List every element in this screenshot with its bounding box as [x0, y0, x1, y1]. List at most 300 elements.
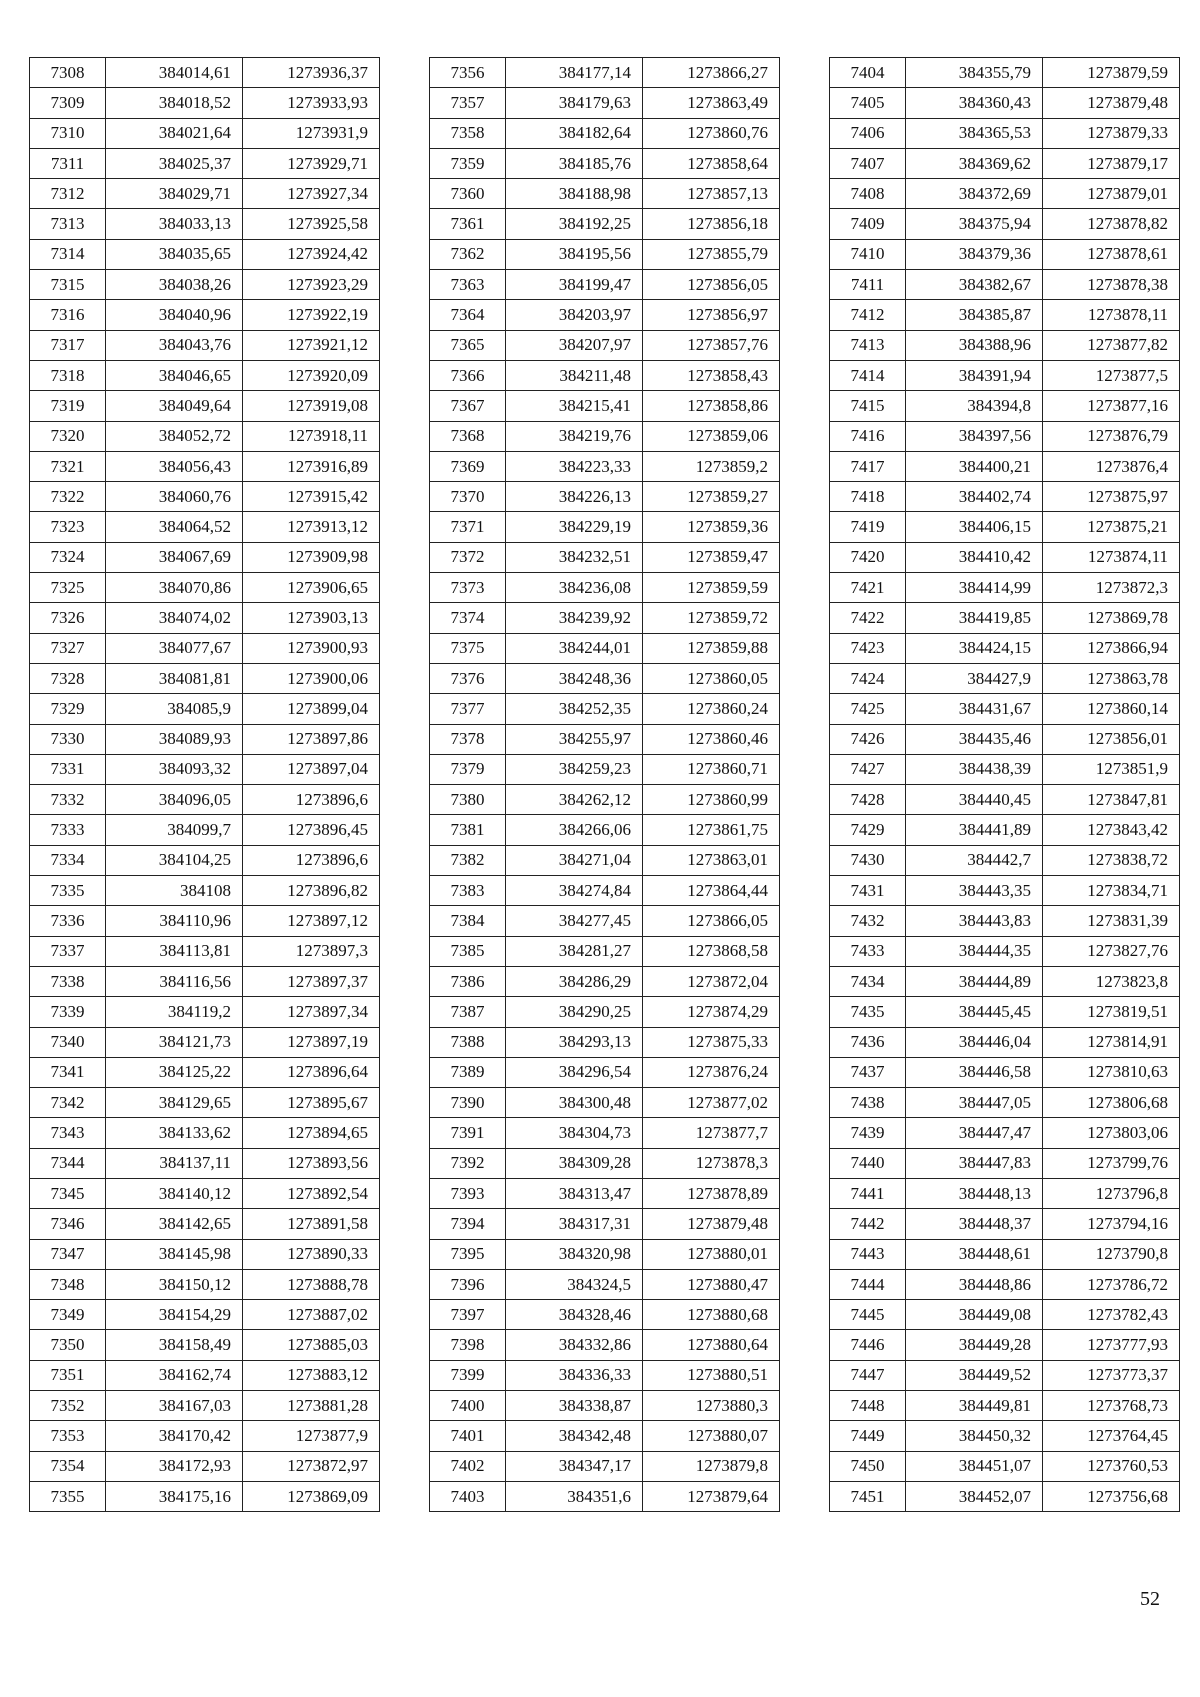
x-coordinate-cell: 384158,49: [106, 1330, 243, 1360]
table-row: [430, 542, 780, 572]
point-number-cell: 7428: [830, 785, 906, 815]
table-row: [430, 88, 780, 118]
x-coordinate-cell: 384125,22: [106, 1057, 243, 1087]
point-number-cell: 7403: [430, 1481, 506, 1511]
x-coordinate-cell: 384385,87: [906, 300, 1043, 330]
y-coordinate-cell: 1273876,24: [643, 1057, 780, 1087]
table-row: [30, 1057, 380, 1087]
point-number-cell: 7442: [830, 1209, 906, 1239]
table-row: [430, 1269, 780, 1299]
table-row: [830, 997, 1180, 1027]
x-coordinate-cell: 384300,48: [506, 1088, 643, 1118]
table-row: [830, 300, 1180, 330]
x-coordinate-cell: 384014,61: [106, 58, 243, 88]
point-number-cell: 7436: [830, 1027, 906, 1057]
y-coordinate-cell: 1273878,38: [1043, 270, 1180, 300]
x-coordinate-cell: 384110,96: [106, 906, 243, 936]
table-row: [430, 1209, 780, 1239]
x-coordinate-cell: 384162,74: [106, 1360, 243, 1390]
x-coordinate-cell: 384121,73: [106, 1027, 243, 1057]
point-number-cell: 7373: [430, 573, 506, 603]
point-number-cell: 7314: [30, 239, 106, 269]
point-number-cell: 7402: [430, 1451, 506, 1481]
point-number-cell: 7320: [30, 421, 106, 451]
table-row: [30, 482, 380, 512]
y-coordinate-cell: 1273879,17: [1043, 148, 1180, 178]
point-number-cell: 7439: [830, 1118, 906, 1148]
table-row: [430, 997, 780, 1027]
y-coordinate-cell: 1273879,64: [643, 1481, 780, 1511]
point-number-cell: 7335: [30, 876, 106, 906]
x-coordinate-cell: 384286,29: [506, 966, 643, 996]
point-number-cell: 7395: [430, 1239, 506, 1269]
x-coordinate-cell: 384119,2: [106, 997, 243, 1027]
table-row: [30, 421, 380, 451]
y-coordinate-cell: 1273909,98: [243, 542, 380, 572]
table-row: [830, 1330, 1180, 1360]
table-row: [830, 209, 1180, 239]
table-row: [430, 603, 780, 633]
point-number-cell: 7419: [830, 512, 906, 542]
x-coordinate-cell: 384293,13: [506, 1027, 643, 1057]
x-coordinate-cell: 384248,36: [506, 663, 643, 693]
point-number-cell: 7389: [430, 1057, 506, 1087]
point-number-cell: 7435: [830, 997, 906, 1027]
x-coordinate-cell: 384064,52: [106, 512, 243, 542]
y-coordinate-cell: 1273803,06: [1043, 1118, 1180, 1148]
y-coordinate-cell: 1273760,53: [1043, 1451, 1180, 1481]
table-row: [830, 1360, 1180, 1390]
y-coordinate-cell: 1273859,2: [643, 451, 780, 481]
table-row: [830, 663, 1180, 693]
point-number-cell: 7426: [830, 724, 906, 754]
y-coordinate-cell: 1273896,6: [243, 845, 380, 875]
y-coordinate-cell: 1273875,33: [643, 1027, 780, 1057]
point-number-cell: 7312: [30, 179, 106, 209]
y-coordinate-cell: 1273880,07: [643, 1421, 780, 1451]
point-number-cell: 7351: [30, 1360, 106, 1390]
point-number-cell: 7316: [30, 300, 106, 330]
y-coordinate-cell: 1273860,99: [643, 785, 780, 815]
y-coordinate-cell: 1273891,58: [243, 1209, 380, 1239]
point-number-cell: 7363: [430, 270, 506, 300]
y-coordinate-cell: 1273856,18: [643, 209, 780, 239]
x-coordinate-cell: 384150,12: [106, 1269, 243, 1299]
point-number-cell: 7446: [830, 1330, 906, 1360]
point-number-cell: 7332: [30, 785, 106, 815]
x-coordinate-cell: 384077,67: [106, 633, 243, 663]
y-coordinate-cell: 1273810,63: [1043, 1057, 1180, 1087]
y-coordinate-cell: 1273773,37: [1043, 1360, 1180, 1390]
point-number-cell: 7410: [830, 239, 906, 269]
point-number-cell: 7340: [30, 1027, 106, 1057]
table-row: [30, 1330, 380, 1360]
point-number-cell: 7364: [430, 300, 506, 330]
table-row: [830, 1148, 1180, 1178]
y-coordinate-cell: 1273897,12: [243, 906, 380, 936]
x-coordinate-cell: 384400,21: [906, 451, 1043, 481]
point-number-cell: 7441: [830, 1178, 906, 1208]
table-row: [430, 1451, 780, 1481]
table-row: [30, 1360, 380, 1390]
point-number-cell: 7413: [830, 330, 906, 360]
table-row: [830, 330, 1180, 360]
x-coordinate-cell: 384313,47: [506, 1178, 643, 1208]
point-number-cell: 7421: [830, 573, 906, 603]
x-coordinate-cell: 384081,81: [106, 663, 243, 693]
x-coordinate-cell: 384067,69: [106, 542, 243, 572]
point-number-cell: 7348: [30, 1269, 106, 1299]
y-coordinate-cell: 1273877,7: [643, 1118, 780, 1148]
point-number-cell: 7380: [430, 785, 506, 815]
table-row: [430, 663, 780, 693]
table-row: [30, 1269, 380, 1299]
y-coordinate-cell: 1273861,75: [643, 815, 780, 845]
x-coordinate-cell: 384219,76: [506, 421, 643, 451]
point-number-cell: 7400: [430, 1391, 506, 1421]
point-number-cell: 7434: [830, 966, 906, 996]
table-row: [30, 360, 380, 390]
point-number-cell: 7334: [30, 845, 106, 875]
point-number-cell: 7374: [430, 603, 506, 633]
y-coordinate-cell: 1273897,86: [243, 724, 380, 754]
x-coordinate-cell: 384427,9: [906, 663, 1043, 693]
table-row: [430, 754, 780, 784]
x-coordinate-cell: 384021,64: [106, 118, 243, 148]
table-row: [830, 1118, 1180, 1148]
point-number-cell: 7324: [30, 542, 106, 572]
coordinate-table-3: [829, 57, 1180, 1512]
point-number-cell: 7321: [30, 451, 106, 481]
y-coordinate-cell: 1273819,51: [1043, 997, 1180, 1027]
point-number-cell: 7384: [430, 906, 506, 936]
table-row: [30, 58, 380, 88]
x-coordinate-cell: 384451,07: [906, 1451, 1043, 1481]
x-coordinate-cell: 384182,64: [506, 118, 643, 148]
table-row: [430, 1481, 780, 1511]
table-row: [30, 906, 380, 936]
table-row: [30, 451, 380, 481]
y-coordinate-cell: 1273794,16: [1043, 1209, 1180, 1239]
x-coordinate-cell: 384108: [106, 876, 243, 906]
x-coordinate-cell: 384431,67: [906, 694, 1043, 724]
y-coordinate-cell: 1273869,78: [1043, 603, 1180, 633]
page-number: 52: [1140, 1588, 1160, 1610]
point-number-cell: 7451: [830, 1481, 906, 1511]
x-coordinate-cell: 384365,53: [906, 118, 1043, 148]
x-coordinate-cell: 384029,71: [106, 179, 243, 209]
y-coordinate-cell: 1273880,3: [643, 1391, 780, 1421]
table-row: [830, 876, 1180, 906]
y-coordinate-cell: 1273859,36: [643, 512, 780, 542]
table-row: [30, 209, 380, 239]
x-coordinate-cell: 384074,02: [106, 603, 243, 633]
table-row: [430, 906, 780, 936]
y-coordinate-cell: 1273859,88: [643, 633, 780, 663]
point-number-cell: 7433: [830, 936, 906, 966]
point-number-cell: 7337: [30, 936, 106, 966]
point-number-cell: 7329: [30, 694, 106, 724]
y-coordinate-cell: 1273814,91: [1043, 1027, 1180, 1057]
point-number-cell: 7420: [830, 542, 906, 572]
y-coordinate-cell: 1273860,14: [1043, 694, 1180, 724]
point-number-cell: 7377: [430, 694, 506, 724]
table-row: [830, 1451, 1180, 1481]
point-number-cell: 7319: [30, 391, 106, 421]
y-coordinate-cell: 1273896,6: [243, 785, 380, 815]
y-coordinate-cell: 1273866,94: [1043, 633, 1180, 663]
table-row: [830, 1178, 1180, 1208]
x-coordinate-cell: 384309,28: [506, 1148, 643, 1178]
y-coordinate-cell: 1273896,45: [243, 815, 380, 845]
table-row: [430, 148, 780, 178]
point-number-cell: 7406: [830, 118, 906, 148]
x-coordinate-cell: 384448,61: [906, 1239, 1043, 1269]
table-row: [830, 1088, 1180, 1118]
x-coordinate-cell: 384452,07: [906, 1481, 1043, 1511]
y-coordinate-cell: 1273790,8: [1043, 1239, 1180, 1269]
point-number-cell: 7427: [830, 754, 906, 784]
point-number-cell: 7423: [830, 633, 906, 663]
x-coordinate-cell: 384447,05: [906, 1088, 1043, 1118]
y-coordinate-cell: 1273893,56: [243, 1148, 380, 1178]
y-coordinate-cell: 1273764,45: [1043, 1421, 1180, 1451]
y-coordinate-cell: 1273863,78: [1043, 663, 1180, 693]
y-coordinate-cell: 1273874,11: [1043, 542, 1180, 572]
x-coordinate-cell: 384332,86: [506, 1330, 643, 1360]
x-coordinate-cell: 384391,94: [906, 360, 1043, 390]
point-number-cell: 7411: [830, 270, 906, 300]
table-row: [30, 300, 380, 330]
point-number-cell: 7422: [830, 603, 906, 633]
table-row: [30, 1421, 380, 1451]
point-number-cell: 7318: [30, 360, 106, 390]
point-number-cell: 7352: [30, 1391, 106, 1421]
point-number-cell: 7392: [430, 1148, 506, 1178]
point-number-cell: 7343: [30, 1118, 106, 1148]
point-number-cell: 7401: [430, 1421, 506, 1451]
table-row: [830, 1391, 1180, 1421]
point-number-cell: 7429: [830, 815, 906, 845]
point-number-cell: 7445: [830, 1300, 906, 1330]
y-coordinate-cell: 1273876,79: [1043, 421, 1180, 451]
y-coordinate-cell: 1273866,27: [643, 58, 780, 88]
y-coordinate-cell: 1273843,42: [1043, 815, 1180, 845]
point-number-cell: 7357: [430, 88, 506, 118]
point-number-cell: 7388: [430, 1027, 506, 1057]
y-coordinate-cell: 1273864,44: [643, 876, 780, 906]
table-row: [430, 966, 780, 996]
table-row: [430, 815, 780, 845]
y-coordinate-cell: 1273895,67: [243, 1088, 380, 1118]
x-coordinate-cell: 384096,05: [106, 785, 243, 815]
point-number-cell: 7414: [830, 360, 906, 390]
x-coordinate-cell: 384154,29: [106, 1300, 243, 1330]
table-row: [30, 1178, 380, 1208]
y-coordinate-cell: 1273897,37: [243, 966, 380, 996]
table-row: [830, 360, 1180, 390]
x-coordinate-cell: 384443,83: [906, 906, 1043, 936]
table-row: [830, 118, 1180, 148]
table-row: [830, 724, 1180, 754]
y-coordinate-cell: 1273923,29: [243, 270, 380, 300]
table-row: [430, 209, 780, 239]
x-coordinate-cell: 384188,98: [506, 179, 643, 209]
x-coordinate-cell: 384195,56: [506, 239, 643, 269]
x-coordinate-cell: 384129,65: [106, 1088, 243, 1118]
x-coordinate-cell: 384223,33: [506, 451, 643, 481]
point-number-cell: 7328: [30, 663, 106, 693]
table-row: [830, 573, 1180, 603]
x-coordinate-cell: 384113,81: [106, 936, 243, 966]
x-coordinate-cell: 384438,39: [906, 754, 1043, 784]
point-number-cell: 7376: [430, 663, 506, 693]
point-number-cell: 7354: [30, 1451, 106, 1481]
table-row: [430, 1118, 780, 1148]
x-coordinate-cell: 384336,33: [506, 1360, 643, 1390]
y-coordinate-cell: 1273857,13: [643, 179, 780, 209]
point-number-cell: 7383: [430, 876, 506, 906]
x-coordinate-cell: 384442,7: [906, 845, 1043, 875]
point-number-cell: 7367: [430, 391, 506, 421]
point-number-cell: 7338: [30, 966, 106, 996]
y-coordinate-cell: 1273890,33: [243, 1239, 380, 1269]
table-row: [430, 785, 780, 815]
point-number-cell: 7342: [30, 1088, 106, 1118]
point-number-cell: 7415: [830, 391, 906, 421]
point-number-cell: 7412: [830, 300, 906, 330]
y-coordinate-cell: 1273838,72: [1043, 845, 1180, 875]
point-number-cell: 7370: [430, 482, 506, 512]
x-coordinate-cell: 384185,76: [506, 148, 643, 178]
table-row: [830, 694, 1180, 724]
y-coordinate-cell: 1273858,86: [643, 391, 780, 421]
point-number-cell: 7350: [30, 1330, 106, 1360]
y-coordinate-cell: 1273847,81: [1043, 785, 1180, 815]
table-row: [30, 1391, 380, 1421]
x-coordinate-cell: 384093,32: [106, 754, 243, 784]
point-number-cell: 7449: [830, 1421, 906, 1451]
x-coordinate-cell: 384277,45: [506, 906, 643, 936]
y-coordinate-cell: 1273880,68: [643, 1300, 780, 1330]
point-number-cell: 7438: [830, 1088, 906, 1118]
y-coordinate-cell: 1273892,54: [243, 1178, 380, 1208]
table-row: [830, 512, 1180, 542]
point-number-cell: 7331: [30, 754, 106, 784]
table-row: [830, 270, 1180, 300]
x-coordinate-cell: 384347,17: [506, 1451, 643, 1481]
y-coordinate-cell: 1273933,93: [243, 88, 380, 118]
x-coordinate-cell: 384262,12: [506, 785, 643, 815]
y-coordinate-cell: 1273823,8: [1043, 966, 1180, 996]
y-coordinate-cell: 1273859,59: [643, 573, 780, 603]
y-coordinate-cell: 1273860,76: [643, 118, 780, 148]
point-number-cell: 7394: [430, 1209, 506, 1239]
y-coordinate-cell: 1273851,9: [1043, 754, 1180, 784]
table-row: [830, 451, 1180, 481]
y-coordinate-cell: 1273859,06: [643, 421, 780, 451]
table-row: [30, 118, 380, 148]
point-number-cell: 7344: [30, 1148, 106, 1178]
y-coordinate-cell: 1273894,65: [243, 1118, 380, 1148]
point-number-cell: 7432: [830, 906, 906, 936]
point-number-cell: 7326: [30, 603, 106, 633]
table-row: [430, 1330, 780, 1360]
x-coordinate-cell: 384175,16: [106, 1481, 243, 1511]
table-row: [30, 1451, 380, 1481]
x-coordinate-cell: 384192,25: [506, 209, 643, 239]
y-coordinate-cell: 1273897,3: [243, 936, 380, 966]
y-coordinate-cell: 1273922,19: [243, 300, 380, 330]
y-coordinate-cell: 1273924,42: [243, 239, 380, 269]
x-coordinate-cell: 384179,63: [506, 88, 643, 118]
y-coordinate-cell: 1273897,34: [243, 997, 380, 1027]
x-coordinate-cell: 384445,45: [906, 997, 1043, 1027]
point-number-cell: 7369: [430, 451, 506, 481]
table-row: [430, 482, 780, 512]
y-coordinate-cell: 1273869,09: [243, 1481, 380, 1511]
x-coordinate-cell: 384406,15: [906, 512, 1043, 542]
y-coordinate-cell: 1273878,82: [1043, 209, 1180, 239]
x-coordinate-cell: 384414,99: [906, 573, 1043, 603]
table-row: [430, 1148, 780, 1178]
table-row: [430, 300, 780, 330]
y-coordinate-cell: 1273877,02: [643, 1088, 780, 1118]
x-coordinate-cell: 384142,65: [106, 1209, 243, 1239]
x-coordinate-cell: 384203,97: [506, 300, 643, 330]
table-row: [30, 785, 380, 815]
x-coordinate-cell: 384450,32: [906, 1421, 1043, 1451]
y-coordinate-cell: 1273857,76: [643, 330, 780, 360]
coordinate-table-2: [429, 57, 780, 1512]
x-coordinate-cell: 384229,19: [506, 512, 643, 542]
x-coordinate-cell: 384338,87: [506, 1391, 643, 1421]
y-coordinate-cell: 1273859,47: [643, 542, 780, 572]
y-coordinate-cell: 1273896,82: [243, 876, 380, 906]
point-number-cell: 7399: [430, 1360, 506, 1390]
x-coordinate-cell: 384324,5: [506, 1269, 643, 1299]
table-row: [430, 1057, 780, 1087]
table-row: [830, 179, 1180, 209]
point-number-cell: 7416: [830, 421, 906, 451]
table-row: [430, 1360, 780, 1390]
table-row: [430, 1178, 780, 1208]
x-coordinate-cell: 384199,47: [506, 270, 643, 300]
x-coordinate-cell: 384244,01: [506, 633, 643, 663]
table-row: [30, 391, 380, 421]
table-row: [30, 754, 380, 784]
x-coordinate-cell: 384448,37: [906, 1209, 1043, 1239]
x-coordinate-cell: 384033,13: [106, 209, 243, 239]
y-coordinate-cell: 1273855,79: [643, 239, 780, 269]
table-row: [30, 694, 380, 724]
x-coordinate-cell: 384369,62: [906, 148, 1043, 178]
point-number-cell: 7390: [430, 1088, 506, 1118]
y-coordinate-cell: 1273777,93: [1043, 1330, 1180, 1360]
table-row: [430, 1027, 780, 1057]
y-coordinate-cell: 1273927,34: [243, 179, 380, 209]
y-coordinate-cell: 1273885,03: [243, 1330, 380, 1360]
y-coordinate-cell: 1273768,73: [1043, 1391, 1180, 1421]
y-coordinate-cell: 1273863,49: [643, 88, 780, 118]
x-coordinate-cell: 384402,74: [906, 482, 1043, 512]
table-row: [830, 239, 1180, 269]
x-coordinate-cell: 384140,12: [106, 1178, 243, 1208]
point-number-cell: 7311: [30, 148, 106, 178]
point-number-cell: 7444: [830, 1269, 906, 1299]
point-number-cell: 7327: [30, 633, 106, 663]
point-number-cell: 7368: [430, 421, 506, 451]
